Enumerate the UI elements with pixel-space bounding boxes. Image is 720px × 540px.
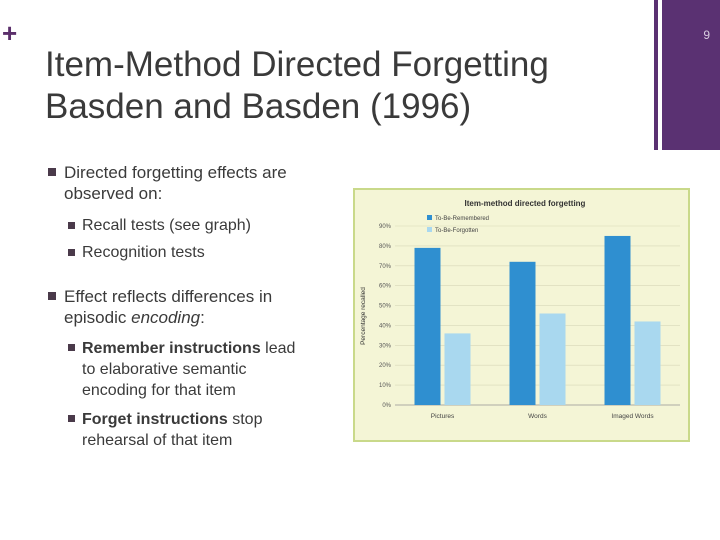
bar-forgotten [445, 333, 471, 405]
remember-instructions-label: Remember instructions [82, 340, 261, 357]
bullet-2 [64, 286, 272, 328]
bullet-2-sub-2-line-2: rehearsal of that item [82, 432, 233, 449]
title-line-1: Item-Method Directed Forgetting [45, 45, 549, 84]
bullet-2-line-2 [64, 307, 272, 328]
plus-mark: + [2, 18, 18, 48]
sub-bullet-square-icon [68, 344, 75, 351]
y-tick-label: 70% [378, 263, 391, 270]
page-number: 9 [703, 28, 710, 42]
x-tick-label: Pictures [430, 413, 455, 420]
sub-bullet-square-icon [68, 415, 75, 422]
slide-title [45, 44, 549, 128]
bullet-2-line-1: Effect reflects differences in [64, 287, 273, 306]
bullet-2-emphasis: encoding [131, 308, 201, 327]
bar-forgotten [540, 314, 566, 405]
x-tick-label: Words [528, 413, 547, 420]
bar-chart [355, 190, 688, 440]
sub-bullet-square-icon [68, 222, 75, 229]
y-tick-label: 50% [378, 303, 391, 310]
x-tick-label: Imaged Words [611, 413, 654, 420]
bullet-2-sub-1-line-1 [82, 338, 295, 359]
title-line-2: Basden and Basden (1996) [45, 87, 472, 126]
chart-ylabel: Percentage recalled [360, 287, 367, 345]
y-tick-label: 0% [382, 403, 391, 409]
sub-bullet-square-icon [68, 249, 75, 256]
bar-remembered [605, 236, 631, 405]
accent-bar-wide [662, 0, 720, 150]
bullet-2-sub-1-line-3: encoding for that item [82, 382, 236, 399]
accent-bar-thin [654, 0, 658, 150]
bar-remembered [510, 262, 536, 405]
bullet-1-line-1: Directed forgetting effects are [64, 163, 287, 182]
y-tick-label: 40% [378, 323, 391, 330]
bullet-2-sub-2-rest: stop [227, 411, 263, 428]
bullet-1 [64, 162, 287, 204]
forget-instructions-label: Forget instructions [82, 411, 228, 428]
bullet-2-sub-2-line-1 [82, 409, 262, 430]
bar-forgotten [635, 321, 661, 405]
bullet-1-line-2: observed on: [64, 184, 163, 203]
legend-label: To-Be-Remembered [435, 216, 490, 222]
bullet-2-sub-2 [82, 409, 262, 451]
bullet-2-line-2-post: : [200, 308, 205, 327]
legend-swatch [427, 227, 432, 232]
bar-remembered [415, 248, 441, 405]
bullet-2-line-2-pre: episodic [64, 308, 132, 327]
y-tick-label: 90% [378, 224, 391, 230]
bullet-2-sub-1 [82, 338, 295, 401]
y-tick-label: 80% [378, 243, 391, 250]
y-tick-label: 10% [378, 383, 391, 390]
bullet-1-sub-2: Recognition tests [82, 244, 205, 261]
y-tick-label: 20% [378, 363, 391, 370]
bullet-2-sub-1-line-2: to elaborative semantic [82, 361, 247, 378]
chart-title: Item-method directed forgetting [464, 199, 586, 208]
bullet-1-sub-1: Recall tests (see graph) [82, 217, 251, 234]
bullet-square-icon [48, 292, 56, 300]
bullet-square-icon [48, 168, 56, 176]
legend-label: To-Be-Forgotten [435, 228, 479, 234]
bullet-2-sub-1-rest: lead [260, 340, 296, 357]
legend-swatch [427, 215, 432, 220]
y-tick-label: 60% [378, 283, 391, 290]
y-tick-label: 30% [378, 343, 391, 350]
chart-panel [353, 188, 690, 442]
